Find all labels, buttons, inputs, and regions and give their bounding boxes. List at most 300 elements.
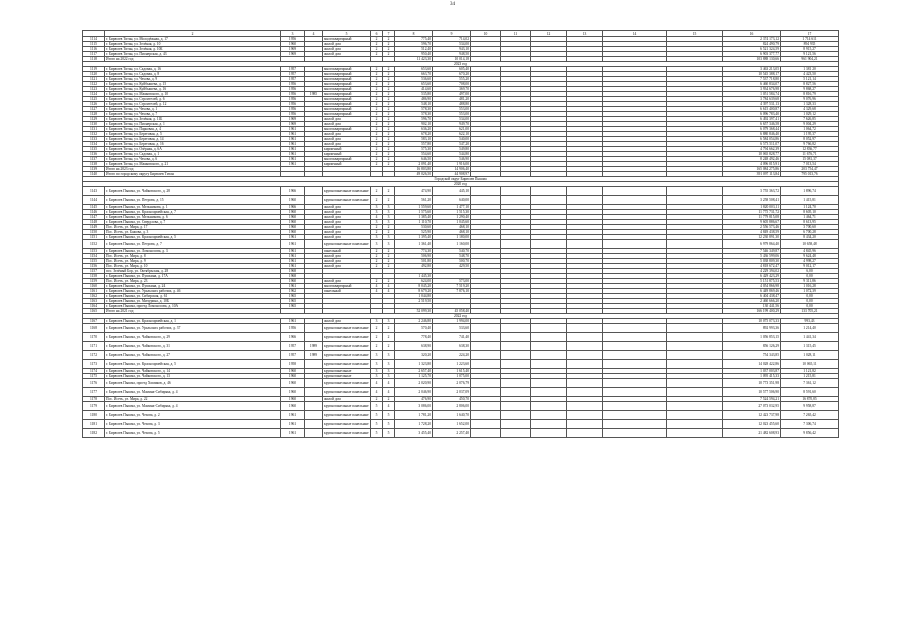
table-cell [531, 342, 567, 351]
table-cell: 2 [383, 259, 395, 264]
table-cell: 708,00 [433, 82, 471, 87]
table-cell: г. Бирюлев Титан, ул. Садовая, д. 8 [105, 72, 281, 77]
table-cell: 1145 [83, 205, 105, 210]
table-cell: 1174 [83, 369, 105, 374]
table-cell: 3 [371, 360, 383, 369]
table-cell [531, 402, 567, 411]
table-cell: 1149 [83, 225, 105, 230]
table-cell [667, 379, 723, 388]
table-cell: 9 076,96 [781, 97, 839, 102]
table-cell: крупнопанельные панельные [323, 324, 371, 333]
table-cell: 1961 [281, 240, 305, 249]
table-cell [603, 342, 667, 351]
table-cell: 21 482 608,93 [723, 429, 781, 438]
table-cell: 1960 [281, 42, 305, 47]
table-cell: 1122 [83, 82, 105, 87]
table-cell: 2 657,40 [395, 369, 433, 374]
table-cell: жилой дом [323, 279, 371, 284]
table-cell: г. Бирюлев Титан, ул. Зелёная, д. 10 [105, 42, 281, 47]
table-cell: 486,90 [395, 97, 433, 102]
table-cell: 1157 [83, 269, 105, 274]
table-cell: жилой дом [323, 397, 371, 402]
table-cell: 1956 [281, 107, 305, 112]
table-cell: Итого на 2023 год [105, 167, 281, 172]
table-cell [667, 333, 723, 342]
table-cell: 2 046,90 [395, 388, 433, 397]
table-cell: 492,80 [395, 264, 433, 269]
column-number: 3 [281, 31, 305, 37]
table-cell: 7 519,20 [433, 284, 471, 289]
section-title: 2022 год [83, 314, 839, 319]
table-cell: 8 045,20 [395, 284, 433, 289]
table-cell: 557,80 [395, 142, 433, 147]
table-cell: 2 [383, 117, 395, 122]
table-cell: 3 [383, 360, 395, 369]
table-cell: 2 [371, 187, 383, 196]
table-cell: 1 464,71 [781, 215, 839, 220]
table-cell: 3 934 676,98 [723, 87, 781, 92]
table-cell: 1140 [83, 172, 105, 177]
table-cell: 468,10 [433, 230, 471, 235]
table-cell: 1 045,60 [433, 220, 471, 225]
table-cell: 320,20 [395, 351, 433, 360]
table-cell: 1179 [83, 402, 105, 411]
table-cell: 2 [383, 187, 395, 196]
table-cell: г. Бирюлев Титан, ул. Строителей, д. 6 [105, 97, 281, 102]
column-number: 10 [471, 31, 501, 37]
table-cell: 3 755 363,72 [723, 187, 781, 196]
table-cell: г. Бирюлев Титан, ул. Маяковского, д. 10 [105, 92, 281, 97]
table-cell [603, 240, 667, 249]
table-cell: 1956 [281, 87, 305, 92]
table-cell [567, 402, 603, 411]
table-cell: 575,30 [395, 147, 433, 152]
table-cell: 621,00 [433, 127, 471, 132]
section-title: Городской округ Бирюлев Пышма [83, 177, 839, 182]
table-cell: 10 014,18 [433, 57, 471, 62]
table-cell: 2 076,79 [433, 379, 471, 388]
table-cell: многоквартирный [323, 82, 371, 87]
table-cell: 2 [371, 137, 383, 142]
table-cell: 605,40 [433, 67, 471, 72]
table-cell: 5 [371, 420, 383, 429]
table-row [83, 429, 839, 438]
table-cell: Пос. Исеть, ул. Мира, д. 9 [105, 259, 281, 264]
table-cell [531, 351, 567, 360]
table-cell: 2 [371, 72, 383, 77]
table-cell: 678,20 [395, 132, 433, 137]
table-cell: 2 [371, 122, 383, 127]
table-cell: 488,80 [433, 102, 471, 107]
table-cell: 535,80 [395, 92, 433, 97]
table-cell: 1 395,40 [395, 235, 433, 240]
table-cell [567, 351, 603, 360]
table-cell: 774,30 [395, 249, 433, 254]
table-cell [471, 379, 501, 388]
table-cell: кирпичный [323, 152, 371, 157]
section-title: 2023 год [83, 62, 839, 67]
table-cell: г. Бирюлев Пышма, ул. Чайковского, д. 29 [105, 333, 281, 342]
table-cell [501, 342, 531, 351]
table-cell: 2 [383, 37, 395, 42]
table-cell: многоквартирный [323, 37, 371, 42]
table-cell: 1170 [83, 333, 105, 342]
column-number: 14 [603, 31, 667, 37]
table-cell: 549,80 [433, 147, 471, 152]
table-cell: г. Бирюлев Пышма, ул. Чайковского, д. 27 [105, 351, 281, 360]
table-cell: 1957 [281, 72, 305, 77]
table-cell: 1 781,20 [395, 411, 433, 420]
table-cell: жилой дом [323, 137, 371, 142]
table-cell: 44 908,97 [433, 172, 471, 177]
table-cell: 6 657 346,58 [723, 122, 781, 127]
table-cell: 8 613,95 [781, 220, 839, 225]
table-cell: 1 064,72 [781, 127, 839, 132]
table-row [83, 342, 839, 351]
table-cell: 553,00 [433, 107, 471, 112]
table-cell: 561,20 [395, 196, 433, 205]
table-cell: 1961 [281, 132, 305, 137]
table-cell: г. Бирюлев Титан, ул. Чехова, д. 9 [105, 77, 281, 82]
table-cell: 4 845,96 [781, 249, 839, 254]
table-cell: 548,70 [433, 254, 471, 259]
table-cell: 1969 [281, 117, 305, 122]
table-cell [305, 420, 323, 429]
table-cell: 670,20 [433, 72, 471, 77]
table-cell [567, 429, 603, 438]
table-cell: 3 700,60 [781, 225, 839, 230]
table-cell: г. Бирюлев Пышма, ул. Сибирская, д. 61 [105, 294, 281, 299]
table-cell: жилой дом [323, 230, 371, 235]
table-cell: 2 [383, 87, 395, 92]
table-cell: 2 [371, 92, 383, 97]
table-row [83, 324, 839, 333]
table-cell: 1960 [281, 220, 305, 225]
table-cell: жилой дом [323, 42, 371, 47]
table-cell: 2 [371, 97, 383, 102]
table-row [83, 360, 839, 369]
table-cell: 1 195,37 [781, 132, 839, 137]
table-cell: 1 441,34 [781, 333, 839, 342]
table-cell: 530,60 [395, 225, 433, 230]
table-cell: 1960 [281, 369, 305, 374]
table-cell: 949,70 [433, 122, 471, 127]
table-cell: жилой дом [323, 264, 371, 269]
table-cell: 9 868,27 [781, 87, 839, 92]
table-cell: 1960 [281, 230, 305, 235]
table-cell: 2 [371, 342, 383, 351]
table-cell: г. Бирюлев Пышма, ул. Уральских рабочих, д. 46 [105, 289, 281, 294]
table-cell: 2 [371, 259, 383, 264]
table-cell: 6 521 324,59 [723, 47, 781, 52]
table-cell: г. Бирюлев Титан, ул. Пионерская, д. 43 [105, 52, 281, 57]
table-cell: 2 037,09 [433, 388, 471, 397]
table-cell: 1 121,82 [781, 369, 839, 374]
table-cell [667, 240, 723, 249]
table-cell [305, 324, 323, 333]
column-number: 16 [723, 31, 781, 37]
table-cell: 1957 [281, 67, 305, 72]
table-cell: жилой дом [323, 210, 371, 215]
table-cell [603, 411, 667, 420]
table-cell: 512,40 [395, 47, 433, 52]
table-cell: 5 [383, 411, 395, 420]
table-cell [471, 196, 501, 205]
table-cell: 2 [371, 117, 383, 122]
table-cell: 1965 [281, 304, 305, 309]
table-cell: 3 [371, 351, 383, 360]
table-cell [471, 240, 501, 249]
table-cell [531, 379, 567, 388]
table-cell: 2 [383, 397, 395, 402]
table-cell: 6 429 423,29 [723, 274, 781, 279]
table-cell: 1 323,80 [395, 360, 433, 369]
table-cell [667, 351, 723, 360]
table-cell [471, 429, 501, 438]
table-cell: 525,90 [395, 230, 433, 235]
table-cell: 3 [371, 210, 383, 215]
table-cell: 1 214,40 [781, 324, 839, 333]
table-cell: 1120 [83, 72, 105, 77]
table-cell: 1961 [281, 259, 305, 264]
table-cell: г. Бирюлев Титан, ул. Парковая, д. 4 [105, 127, 281, 132]
table-cell: 1969 [281, 122, 305, 127]
table-cell: многоквартирный [323, 102, 371, 107]
table-cell: 2 [371, 42, 383, 47]
table-cell [531, 429, 567, 438]
table-cell: 1 445,30 [395, 274, 433, 279]
table-cell: 391 097 113,84 [723, 172, 781, 177]
table-cell: 12 023 455,60 [723, 420, 781, 429]
table-cell: жилой дом [323, 225, 371, 230]
table-cell: 8 591,60 [781, 388, 839, 397]
table-cell [667, 342, 723, 351]
table-cell: 1969 [281, 52, 305, 57]
table-cell: 540,70 [433, 249, 471, 254]
table-cell: 5 [371, 402, 383, 411]
table-cell: 1117 [83, 52, 105, 57]
table-cell: 4 794 662,39 [723, 147, 781, 152]
table-cell: 3 [383, 240, 395, 249]
table-cell: 3 [371, 235, 383, 240]
table-cell [667, 360, 723, 369]
table-cell: 10 075 073,33 [723, 319, 781, 324]
table-cell: 2 [383, 67, 395, 72]
table-cell [667, 411, 723, 420]
table-cell: 1960 [281, 279, 305, 284]
table-cell: 2 [383, 230, 395, 235]
table-cell [471, 187, 501, 196]
table-cell: 1961 [281, 137, 305, 142]
table-cell: 1124 [83, 92, 105, 97]
table-cell: 1125 [83, 97, 105, 102]
table-cell: 1156 [83, 264, 105, 269]
table-cell: 555,20 [433, 77, 471, 82]
table-cell: 1966 [281, 187, 305, 196]
table-cell: 2 [371, 152, 383, 157]
table-cell: 203 754,47 [781, 167, 839, 172]
table-cell: многоквартирный [323, 87, 371, 92]
table-cell: Пос. Исеть, ул. Мира, д. 8 [105, 254, 281, 259]
table-cell: 2 [371, 333, 383, 342]
table-cell [501, 402, 531, 411]
table-cell: 6 615 400,87 [723, 107, 781, 112]
table-cell [471, 333, 501, 342]
table-cell: 2 246,80 [395, 319, 433, 324]
table-cell: 1961 [281, 142, 305, 147]
table-cell: 2 556 573,46 [723, 225, 781, 230]
table-cell: 1968 [281, 269, 305, 274]
table-cell: 7 524 594,21 [723, 397, 781, 402]
table-cell: 4 [383, 388, 395, 397]
column-number: 7 [383, 31, 395, 37]
table-cell: 7 361,12 [781, 379, 839, 388]
table-cell: 1 124,70 [781, 205, 839, 210]
table-cell: г. Бирюлев Пышма, ул. Ломоносова, д. 3 [105, 249, 281, 254]
table-cell: 6 460 834,07 [723, 82, 781, 87]
table-cell: 1 575,60 [395, 210, 433, 215]
table-cell: 2 [383, 196, 395, 205]
table-cell: 6 903 377,77 [723, 52, 781, 57]
table-cell: 7 546 349,87 [723, 249, 781, 254]
table-cell: 636,20 [395, 127, 433, 132]
table-cell: 1163 [83, 299, 105, 304]
table-cell: 2 [371, 37, 383, 42]
table-cell: 2 [383, 132, 395, 137]
column-number: 2 [105, 31, 281, 37]
table-cell: г. Бирюлев Пышма, ул. Чайковского, д. 14 [105, 369, 281, 374]
table-cell: г. Бирюлев Титан, ул. Озёрная, д. 6А [105, 147, 281, 152]
table-cell: 1989 [305, 342, 323, 351]
table-cell: 578,30 [395, 112, 433, 117]
table-cell: 2 [383, 249, 395, 254]
table-cell [603, 429, 667, 438]
table-cell: 4 397 531,13 [723, 102, 781, 107]
table-cell [305, 379, 323, 388]
table-cell: г. Бирюлев Титан, ул. Маяковского, д. 21 [105, 162, 281, 167]
table-cell: 1961 [281, 162, 305, 167]
table-cell: г. Бирюлев Пышма, ул. Красноармейская, д. 1 [105, 319, 281, 324]
table-cell: крупнопанельные [323, 374, 371, 379]
table-cell: крупнопанельные панельные [323, 360, 371, 369]
table-cell [667, 187, 723, 196]
table-row [83, 240, 839, 249]
table-cell: 1962 [281, 289, 305, 294]
table-cell: 2 [371, 264, 383, 269]
table-cell: жилой дом [323, 132, 371, 137]
table-cell: 2 [383, 72, 395, 77]
table-cell: 6,00 [781, 269, 839, 274]
table-cell: 2 [383, 127, 395, 132]
table-cell: 10 065,11 [781, 360, 839, 369]
table-cell: 2 [371, 82, 383, 87]
table-cell: 961 904,21 [781, 57, 839, 62]
table-cell [501, 379, 531, 388]
table-cell: 573,00 [433, 279, 471, 284]
table-cell: 2 [383, 52, 395, 57]
table-cell: 8 915,27 [781, 47, 839, 52]
table-cell: 9 311,86 [781, 279, 839, 284]
table-row [83, 196, 839, 205]
table-cell: 1961 [281, 157, 305, 162]
table-cell: 902,10 [395, 122, 433, 127]
table-cell: крупнопанельные панельные [323, 240, 371, 249]
table-cell: 1139 [83, 167, 105, 172]
table-cell: г. Бирюлев Титан, ул. Садовая, д. 16 [105, 67, 281, 72]
table-cell: 6 079 368,44 [723, 127, 781, 132]
table-cell: 2 [383, 264, 395, 269]
table-cell [531, 196, 567, 205]
table-cell [471, 360, 501, 369]
table-cell: 2 [383, 112, 395, 117]
table-cell: г. Бирюлев Пышма, ул. Чехова, д. 3 [105, 420, 281, 429]
table-cell: 1 640,70 [433, 411, 471, 420]
table-cell: г. Бирюлев Пышма, ул. Чехова, д. 2 [105, 411, 281, 420]
table-cell: 15 081,37 [781, 157, 839, 162]
table-cell: 3 086,00 [395, 402, 433, 411]
table-cell: 2 [383, 142, 395, 147]
table-cell: 1164 [83, 304, 105, 309]
table-cell: 8 434,20 [781, 235, 839, 240]
table-cell [531, 360, 567, 369]
table-cell: 943,10 [433, 47, 471, 52]
table-cell: г. Бирюлев Пышма, ул. Красноармейская, д. 5 [105, 235, 281, 240]
table-cell: 646,50 [395, 157, 433, 162]
table-cell: 16 803,80 [395, 167, 433, 172]
table-cell: 2 519,50 [395, 299, 433, 304]
table-cell [531, 388, 567, 397]
table-cell: 2 [383, 42, 395, 47]
table-cell: 2 [383, 122, 395, 127]
table-cell: 3 [383, 235, 395, 240]
table-cell: 1958 [281, 360, 305, 369]
table-cell: г. Бирюлев Пышма, ул. Мичурина, д. 10Б [105, 299, 281, 304]
table-cell: 2 [383, 333, 395, 342]
table-row [83, 420, 839, 429]
table-cell: 3 [383, 369, 395, 374]
table-cell: 948,50 [433, 52, 471, 57]
table-cell: 1144 [83, 196, 105, 205]
table-cell: 4 998,27 [781, 259, 839, 264]
table-cell: 1960 [281, 225, 305, 230]
table-cell [567, 333, 603, 342]
table-cell: 165 084 275,86 [723, 167, 781, 172]
table-cell: крупнопанельные панельные [323, 388, 371, 397]
table-cell: 1152 [83, 240, 105, 249]
table-cell: 1966 [281, 205, 305, 210]
table-cell: 1956 [281, 102, 305, 107]
table-cell: 1960 [281, 402, 305, 411]
table-cell: 6 449 869,46 [723, 289, 781, 294]
table-cell: 6 404 438,47 [723, 294, 781, 299]
table-cell: 1161 [83, 289, 105, 294]
table-cell: 445,10 [433, 187, 471, 196]
table-cell: жилой дом [323, 254, 371, 259]
table-row [83, 388, 839, 397]
table-cell: 1989 [305, 351, 323, 360]
table-cell: 2 [371, 52, 383, 57]
table-cell: 4 423,50 [781, 72, 839, 77]
column-number: 12 [531, 31, 567, 37]
table-cell: многоквартирный [323, 72, 371, 77]
table-cell: 4 849 438,59 [723, 230, 781, 235]
table-cell [567, 240, 603, 249]
table-cell: г. Бирюлев Пышма, ул. Пушкина, д. 17А [105, 274, 281, 279]
table-cell: многоквартирный [323, 77, 371, 82]
table-cell: 1 095 415,33 [723, 374, 781, 379]
table-cell: 1 215,81 [781, 374, 839, 379]
table-cell: жилой дом [323, 117, 371, 122]
